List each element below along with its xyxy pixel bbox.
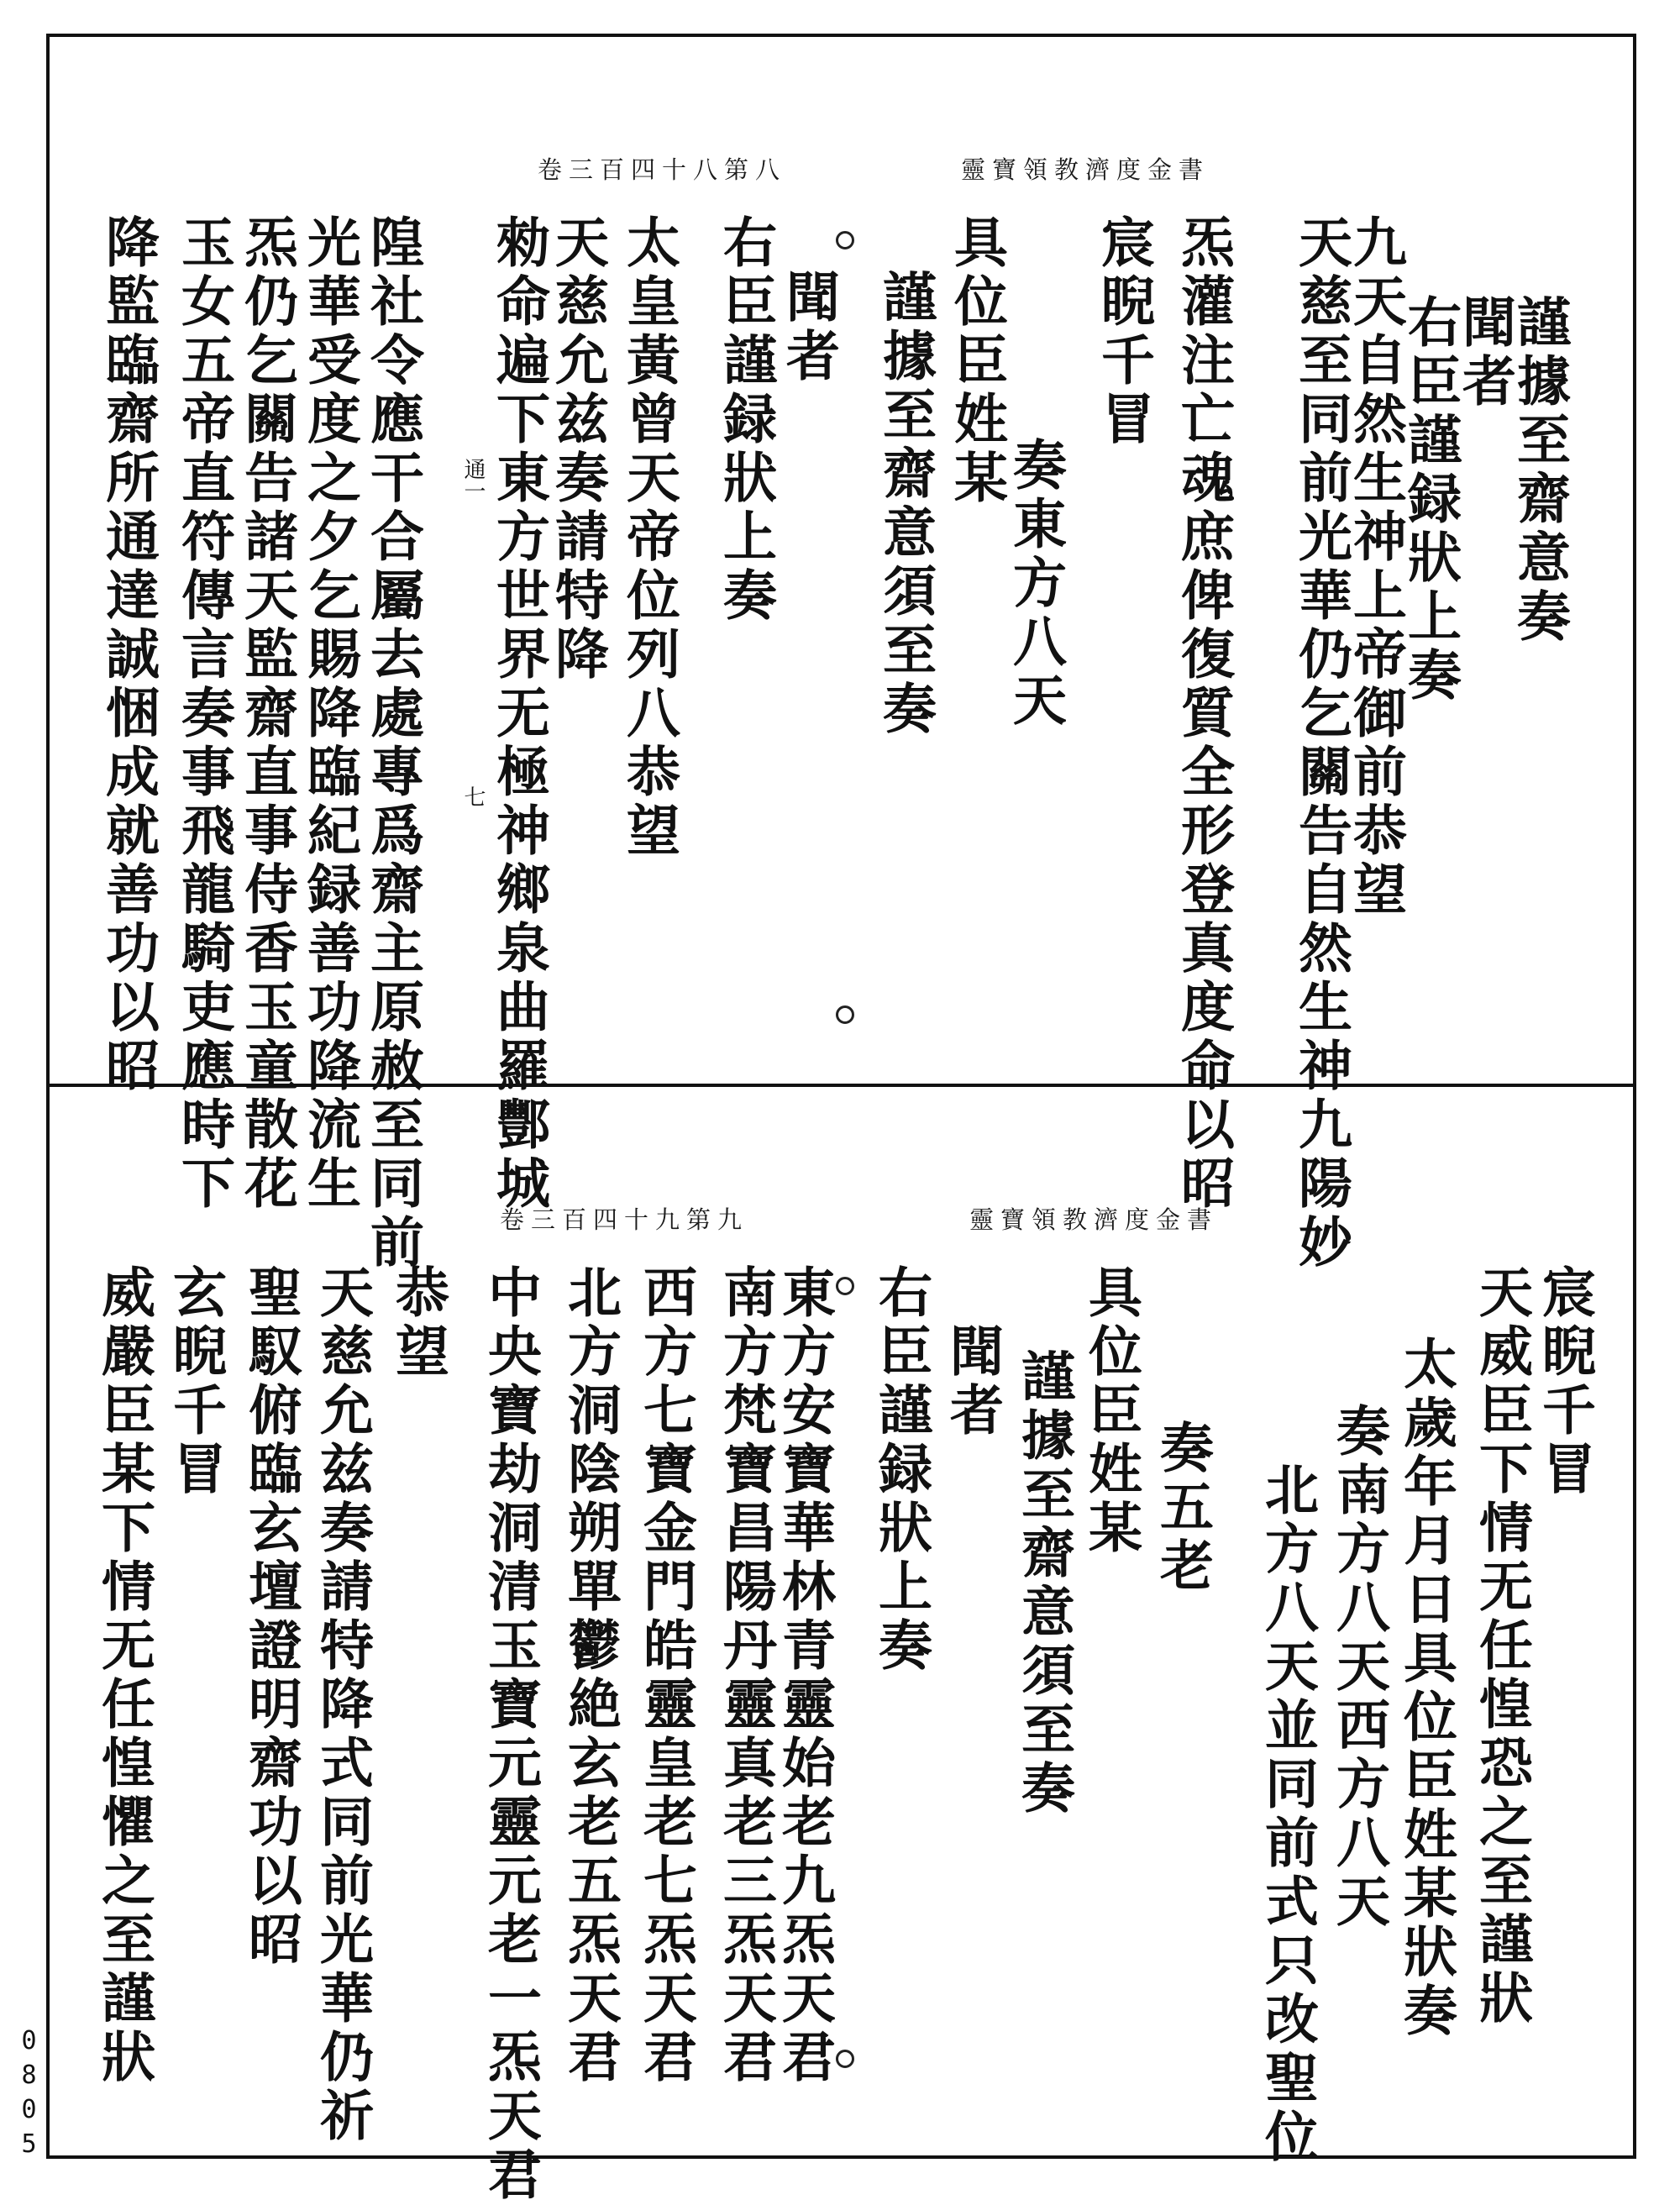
lower-col-2: 天威臣下情无任惶恐之至謹狀 (1470, 1264, 1533, 2029)
upper-header-left: 卷三百四十八第八 (538, 155, 787, 184)
lower-header-left: 卷三百四十九第九 (500, 1205, 749, 1234)
page-number: 0805 (14, 2026, 44, 2164)
lower-col-8: 謹據至齋意須至奏 (1012, 1348, 1075, 1819)
upper-col-15: 勑命遍下東方世界无極神鄉泉曲羅酆城 (487, 214, 550, 1214)
lower-circle-mark-bottom (836, 2050, 854, 2068)
lower-col-7: 奏五老 (1151, 1420, 1214, 1596)
upper-col-17: 光華受度之夕乞賜降臨紀録善功降流生 (298, 214, 361, 1214)
lower-col-1: 宸睨千冒 (1533, 1264, 1596, 1499)
upper-col-3: 右臣謹録狀上奏 (1399, 294, 1462, 706)
upper-col-9: 具位臣姓某 (945, 214, 1008, 508)
upper-note-a: 通一 (460, 458, 486, 501)
lower-col-13: 西方七寶金門皓靈皇老七炁天君 (634, 1264, 697, 2087)
upper-col-4: 九天自然生神上帝御前恭望 (1344, 214, 1407, 920)
upper-circle-mark-top (836, 231, 854, 249)
lower-col-15: 中央寶劫洞清玉寶元靈元老一炁天君 (479, 1264, 542, 2205)
lower-col-12: 南方梵寶昌陽丹靈真老三炁天君 (714, 1264, 777, 2087)
upper-col-18: 炁仍乞關告諸天監齋直事侍香玉童散花 (235, 214, 298, 1214)
lower-header-right: 靈寶領教濟度金書 (969, 1205, 1218, 1234)
lower-col-10: 右臣謹録狀上奏 (869, 1264, 932, 1676)
lower-col-18: 聖馭俯臨玄壇證明齋功以昭 (239, 1264, 302, 1970)
upper-col-6: 炁灌注亡魂庶俾復質全形登真度命以昭 (1172, 214, 1235, 1214)
upper-note-b: 七 (460, 785, 486, 807)
lower-running-header (500, 1201, 1218, 1235)
upper-col-5: 天慈至同前光華仍乞關告自然生神九陽妙 (1289, 214, 1352, 1273)
lower-col-6: 具位臣姓某 (1079, 1264, 1142, 1558)
upper-col-7: 宸睨千冒 (1092, 214, 1155, 449)
lower-circle-mark-top (836, 1277, 854, 1295)
upper-col-1: 謹據至齋意奏 (1508, 294, 1571, 647)
upper-col-16: 隍社令應干合屬去處專爲齋主原赦至同前 (361, 214, 424, 1273)
upper-col-10: 謹據至齋意須至奏 (874, 269, 937, 739)
lower-col-5: 北方八天並同前式只改聖位 (1256, 1462, 1319, 2167)
lower-col-20: 威嚴臣某下情无任惶懼之至謹狀 (92, 1264, 155, 2087)
upper-col-20: 降監臨齋所通達誠悃成就善功以昭 (97, 214, 160, 1096)
upper-running-header (538, 151, 1210, 185)
lower-col-16: 恭望 (386, 1264, 449, 1382)
lower-col-4: 奏南方八天西方八天 (1327, 1403, 1390, 1932)
lower-col-14: 北方洞陰朔單鬱絶玄老五炁天君 (559, 1264, 622, 2087)
lower-col-11: 東方安寶華林青靈始老九炁天君 (773, 1264, 836, 2087)
upper-col-2: 聞者 (1453, 294, 1516, 412)
lower-col-17: 天慈允兹奏請特降式同前光華仍祈 (311, 1264, 374, 2146)
upper-col-13: 太皇黃曾天帝位列八恭望 (617, 214, 680, 861)
upper-col-8: 奏東方八天 (1004, 437, 1067, 731)
upper-col-19: 玉女五帝直符傳言奏事飛龍騎吏應時下 (172, 214, 235, 1214)
lower-col-9: 聞者 (941, 1323, 1004, 1441)
upper-col-12: 右臣謹録狀上奏 (714, 214, 777, 626)
lower-col-3: 太歲年月日具位臣姓某狀奏 (1394, 1336, 1457, 2041)
upper-col-11: 聞者 (777, 269, 840, 386)
upper-header-right: 靈寶領教濟度金書 (960, 155, 1210, 184)
upper-col-14: 天慈允兹奏請特降 (546, 214, 609, 685)
lower-col-19: 玄睨千冒 (164, 1264, 227, 1499)
upper-circle-mark-bottom (836, 1005, 854, 1024)
